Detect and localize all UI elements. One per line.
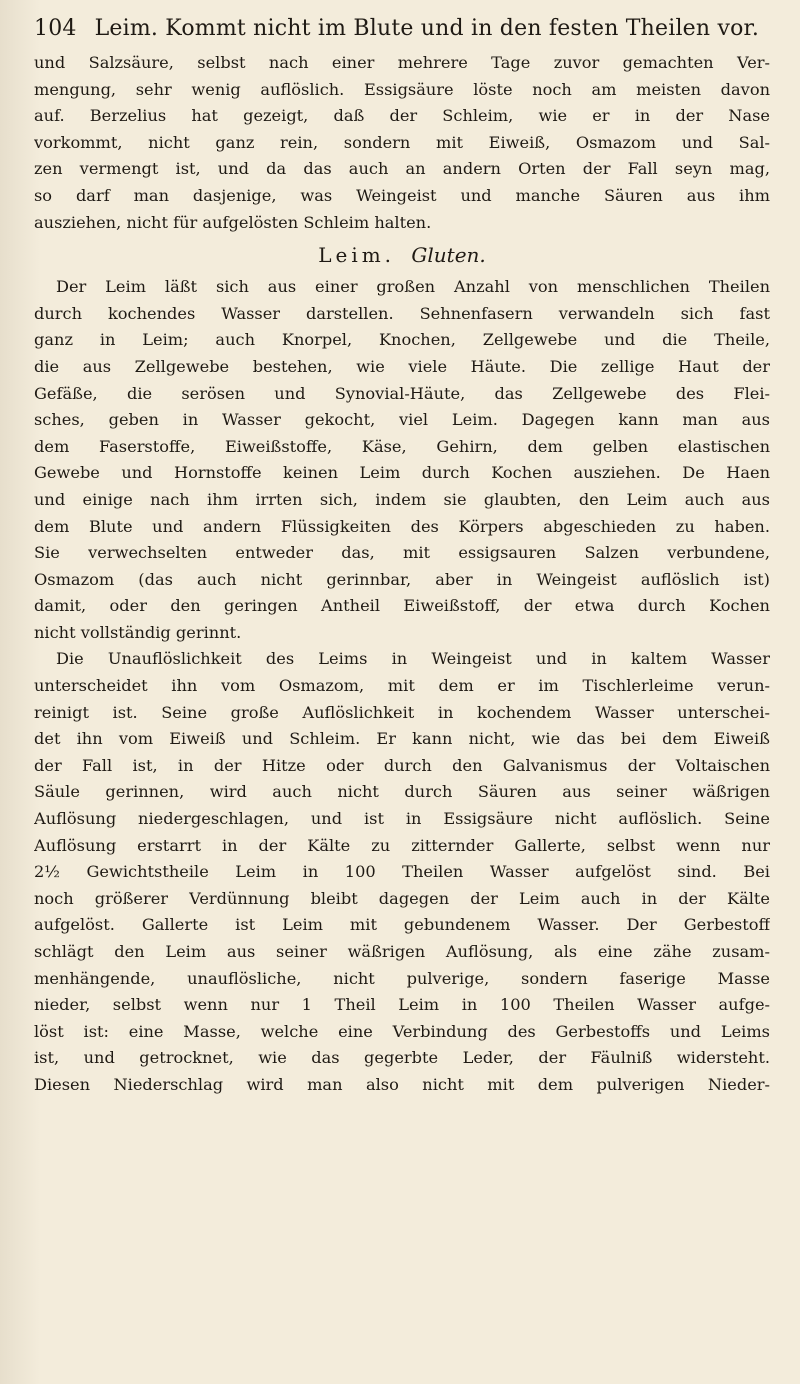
text-line: dem Blute und andern Flüssigkeiten des Körpers abgeschieden zu haben. <box>34 516 770 536</box>
text-line: ist, und getrocknet, wie das gegerbte Leder, der Fäulniß widersteht. <box>34 1048 770 1068</box>
text-line: Säule gerinnen, wird auch nicht durch Säuren aus seiner wäßrigen <box>34 782 770 802</box>
running-head <box>34 14 770 44</box>
text-line: löst ist: eine Masse, welche eine Verbindung des Gerbestoffs und Leims <box>34 1021 770 1041</box>
text-line: schlägt den Leim aus seiner wäßrigen Auflösung, als eine zähe zusam- <box>34 942 770 961</box>
paragraph-2 <box>34 274 770 646</box>
text-line: zen vermengt ist, und da das auch an andern Orten der Fall seyn mag, <box>34 159 770 179</box>
text-line: Gewebe und Hornstoffe keinen Leim durch Kochen ausziehen. De Haen <box>34 463 770 483</box>
text-line: Die Unauflöslichkeit des Leims in Weingeist und in kaltem Wasser <box>56 649 770 669</box>
text-line: mengung, sehr wenig auflöslich. Essigsäure löste noch am meisten davon <box>34 79 770 99</box>
text-line: ausziehen, nicht für aufgelösten Schleim halten. <box>34 212 432 232</box>
text-line: reinigt ist. Seine große Auflöslichkeit in kochendem Wasser unterschei- <box>34 702 770 722</box>
text-line: menhängende, unauflösliche, nicht pulverige, sondern faserige Masse <box>34 968 770 988</box>
text-line: der Fall ist, in der Hitze oder durch den Galvanismus der Voltaischen <box>34 755 770 775</box>
text-line: sches, geben in Wasser gekocht, viel Leim. Dagegen kann man aus <box>34 410 770 430</box>
heading-latin: Gluten. <box>411 243 486 268</box>
running-head-title: Leim. Kommt nicht im Blute und in den festen Theilen vor. <box>94 16 760 41</box>
text-line: damit, oder den geringen Antheil Eiweißstoff, der etwa durch Kochen <box>34 596 770 616</box>
text-line: die aus Zellgewebe bestehen, wie viele Häute. Die zellige Haut der <box>34 356 770 376</box>
text-line: aufgelöst. Gallerte ist Leim mit gebundenem Wasser. Der Gerbestoff <box>34 915 770 935</box>
paragraph-1 <box>34 50 770 236</box>
text-line: auf. Berzelius hat gezeigt, daß der Schleim, wie er in der Nase <box>34 106 770 126</box>
page-number: 104 <box>34 16 77 41</box>
section-heading <box>34 240 770 270</box>
text-line: Diesen Niederschlag wird man also nicht mit dem pulverigen Nieder- <box>34 1074 770 1094</box>
text-line: durch kochendes Wasser darstellen. Sehnenfasern verwandeln sich fast <box>34 303 770 323</box>
text-line: det ihn vom Eiweiß und Schleim. Er kann nicht, wie das bei dem Eiweiß <box>34 729 770 749</box>
text-line: nieder, selbst wenn nur 1 Theil Leim in 100 Theilen Wasser aufge- <box>34 995 770 1015</box>
text-line: und Salzsäure, selbst nach einer mehrere Tage zuvor gemachten Ver- <box>34 53 770 72</box>
text-line: Osmazom (das auch nicht gerinnbar, aber in Weingeist auflöslich ist) <box>34 569 770 589</box>
text-line: Auflösung erstarrt in der Kälte zu zitternder Gallerte, selbst wenn nur <box>34 835 770 855</box>
text-line: Gefäße, die serösen und Synovial-Häute, das Zellgewebe des Flei- <box>34 383 770 403</box>
text-line: Der Leim läßt sich aus einer großen Anzahl von menschlichen Theilen <box>56 277 770 297</box>
paragraph-3 <box>34 646 770 1098</box>
text-line: nicht vollständig gerinnt. <box>34 622 242 642</box>
text-line: dem Faserstoffe, Eiweißstoffe, Käse, Gehirn, dem gelben elastischen <box>34 436 770 456</box>
text-line: 2½ Gewichtstheile Leim in 100 Theilen Wasser aufgelöst sind. Bei <box>34 862 770 882</box>
text-line: vorkommt, nicht ganz rein, sondern mit Eiweiß, Osmazom und Sal- <box>34 132 770 152</box>
text-line: so darf man dasjenige, was Weingeist und manche Säuren aus ihm <box>34 185 770 205</box>
text-line: ganz in Leim; auch Knorpel, Knochen, Zellgewebe und die Theile, <box>34 330 770 350</box>
heading-german: Leim. <box>318 243 396 268</box>
text-line: noch größerer Verdünnung bleibt dagegen der Leim auch in der Kälte <box>34 888 770 908</box>
text-line: und einige nach ihm irrten sich, indem sie glaubten, den Leim auch aus <box>34 489 770 509</box>
text-line: Auflösung niedergeschlagen, und ist in Essigsäure nicht auflöslich. Seine <box>34 809 770 829</box>
text-line: unterscheidet ihn vom Osmazom, mit dem er im Tischlerleime verun- <box>34 676 770 696</box>
text-line: Sie verwechselten entweder das, mit essigsauren Salzen verbundene, <box>34 543 770 563</box>
